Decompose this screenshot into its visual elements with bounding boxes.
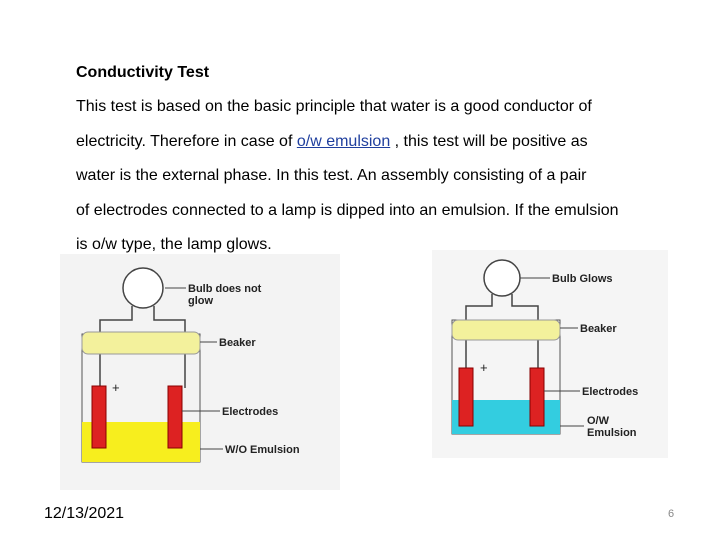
- bulb-label: Bulb does not: [188, 283, 262, 295]
- plus-sign: +: [480, 360, 488, 375]
- paragraph-line: water is the external phase. In this test. An assembly consisting of a pair: [76, 167, 587, 184]
- electrode: [530, 368, 544, 426]
- beaker-rim: [452, 320, 560, 340]
- ow-emulsion-diagram: [432, 250, 668, 458]
- footer-date: 12/13/2021: [44, 505, 125, 522]
- body-paragraph: [76, 90, 696, 263]
- plus-sign: +: [112, 380, 120, 395]
- beaker-rim: [82, 332, 200, 354]
- electrodes-label: Electrodes: [222, 406, 279, 418]
- emulsion-label: O/W: [587, 415, 609, 427]
- ow-emulsion-link[interactable]: o/w emulsion: [296, 132, 391, 150]
- electrodes-label: Electrodes: [582, 386, 639, 398]
- beaker-label: Beaker: [219, 337, 256, 349]
- page-number: 6: [668, 508, 675, 520]
- paragraph-line: of electrodes connected to a lamp is dipped into an emulsion. If the emulsion: [76, 201, 619, 219]
- paragraph-line: is o/w type, the lamp glows.: [76, 236, 272, 253]
- paragraph-text: , this test will be positive as: [390, 132, 588, 150]
- paragraph-line: [76, 125, 696, 160]
- paragraph-line: This test is based on the basic principle that water is a good conductor of: [76, 98, 592, 115]
- bulb-label: Bulb Glows: [552, 273, 613, 285]
- beaker-label: Beaker: [580, 323, 617, 335]
- bulb-label: glow: [188, 295, 214, 307]
- bulb: [484, 260, 520, 296]
- emulsion-label: W/O Emulsion: [225, 444, 300, 456]
- slide-title: Conductivity Test: [76, 64, 210, 81]
- paragraph-text: electricity. Therefore in case of: [76, 132, 297, 150]
- emulsion-label: Emulsion: [587, 427, 637, 439]
- electrode: [168, 386, 182, 448]
- wo-emulsion-diagram: [60, 254, 340, 490]
- electrode: [459, 368, 473, 426]
- bulb: [123, 268, 163, 308]
- electrode: [92, 386, 106, 448]
